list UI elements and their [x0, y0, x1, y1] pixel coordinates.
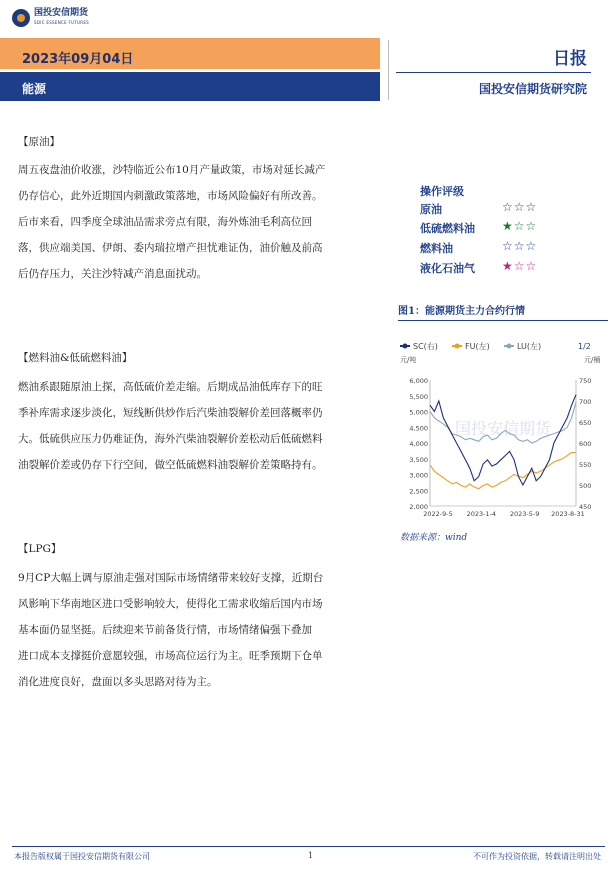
- right-tick-label: 700: [579, 398, 592, 406]
- x-tick-label: 2023-5-9: [509, 510, 540, 518]
- body-line: 大。低硫供应压力仍难证伪，海外汽柴油裂解价差松动后低硫燃料: [18, 433, 323, 445]
- section-title-fuel-oil: 【燃料油&低硫燃料油】: [18, 352, 133, 364]
- report-type: 日报: [553, 49, 587, 69]
- header-rule: [396, 72, 591, 73]
- section-body-crude: [18, 157, 368, 287]
- report-date: 2023年09月04日: [22, 52, 134, 67]
- empty-star-icon: ☆: [513, 239, 526, 253]
- body-line: 基本面仍显坚挺。后续迎来节前备货行情，市场情绪偏强下叠加: [18, 624, 312, 636]
- left-axis-unit: 元/吨: [400, 356, 417, 364]
- empty-star-icon: ☆: [513, 259, 526, 273]
- left-tick-label: 5,000: [409, 408, 428, 417]
- rating-stars-icon: [502, 259, 537, 273]
- logo-mark-icon: [12, 9, 30, 27]
- section-title-lpg: 【LPG】: [18, 543, 62, 555]
- empty-star-icon: ☆: [513, 200, 526, 214]
- sector-title: 能源: [22, 82, 47, 96]
- rating-row: [420, 201, 570, 220]
- body-line: 油裂解价差或仍存下行空间，做空低硫燃料油裂解价差策略持有。: [18, 459, 323, 471]
- figure-title: 图1：能源期货主力合约行情: [398, 306, 525, 317]
- body-line: 9月CP大幅上调与原油走强对国际市场情绪带来较好支撑，近期台: [18, 572, 324, 584]
- x-tick-label: 2023-8-31: [551, 510, 585, 518]
- footer-copyright: 本报告版权属于国投安信期货有限公司: [14, 852, 150, 861]
- body-line: 燃油系跟随原油上探，高低硫价差走缩。后期成品油低库存下的旺: [18, 381, 323, 393]
- right-tick-label: 550: [579, 461, 592, 469]
- body-line: 进口成本支撑挺价意愿较强，市场高位运行为主。旺季预期下仓单: [18, 650, 323, 662]
- body-line: 风影响下华南地区进口受影响较大，使得化工需求收缩后国内市场: [18, 598, 323, 610]
- logo-name: 国投安信期货: [34, 8, 89, 18]
- right-axis-unit: 元/桶: [584, 356, 601, 364]
- section-title-crude: 【原油】: [18, 136, 60, 148]
- empty-star-icon: ☆: [525, 200, 538, 214]
- price-chart: [398, 330, 608, 522]
- sector-banner: [0, 72, 380, 101]
- left-tick-label: 3,000: [409, 471, 428, 480]
- series-line-sc: [430, 395, 576, 485]
- chart-watermark: 国投安信期货: [454, 419, 552, 438]
- left-tick-label: 4,000: [409, 440, 428, 448]
- figure-rule: [398, 320, 608, 321]
- x-tick-label: 2022-9-5: [423, 510, 453, 518]
- rating-stars-icon: [502, 200, 537, 214]
- section-body-fuel-oil: [18, 374, 368, 478]
- body-line: 周五夜盘油价收涨，沙特临近公布10月产量政策，市场对延长减产: [18, 164, 326, 176]
- empty-star-icon: ☆: [502, 239, 514, 253]
- rating-stars-icon: [502, 239, 537, 253]
- institute-name: 国投安信期货研究院: [478, 82, 587, 96]
- legend-label: LU(左): [517, 342, 542, 351]
- body-line: 落，供应端美国、伊朗、委内瑞拉增产担忧难证伪，油价触及前高: [18, 242, 323, 254]
- page-number: 1: [308, 851, 314, 860]
- rating-row: [420, 260, 570, 279]
- footer-disclaimer: 不可作为投资依据，转载请注明出处: [473, 852, 601, 861]
- body-line: 后市来看，四季度全球油品需求旁点有限，海外炼油毛利高位回: [18, 216, 312, 228]
- rating-name: 燃料油: [420, 242, 453, 255]
- body-line: 仍存信心，此外近期国内刺激政策落地，市场风险偏好有所改善。: [18, 190, 323, 202]
- empty-star-icon: ☆: [502, 200, 514, 214]
- rating-name: 低硫燃料油: [420, 222, 475, 235]
- left-tick-label: 6,000: [409, 377, 428, 385]
- left-tick-label: 2,000: [409, 503, 428, 511]
- right-tick-label: 750: [579, 377, 592, 385]
- header-divider: [388, 40, 389, 100]
- right-tick-label: 650: [579, 419, 592, 427]
- footer-rule: [12, 846, 605, 847]
- legend-marker: [455, 344, 460, 349]
- filled-star-icon: ★: [502, 219, 514, 233]
- rating-row: [420, 240, 570, 259]
- body-line: 季补库需求逐步淡化，短线断供炒作后汽柴油裂解价差回落概率仍: [18, 407, 323, 419]
- filled-star-icon: ★: [502, 259, 514, 273]
- legend-marker: [403, 344, 408, 349]
- empty-star-icon: ☆: [525, 219, 538, 233]
- company-logo: [12, 9, 89, 27]
- section-body-lpg: [18, 565, 368, 695]
- left-tick-label: 5,500: [409, 392, 428, 401]
- right-tick-label: 450: [579, 503, 592, 511]
- body-line: 消化进度良好，盘面以多头思路对待为主。: [18, 676, 218, 688]
- legend-marker: [507, 344, 512, 349]
- rating-name: 液化石油气: [420, 262, 475, 275]
- legend-page: 1/2: [578, 342, 591, 351]
- empty-star-icon: ☆: [525, 239, 538, 253]
- logo-english: SDIC ESSENCE FUTURES: [34, 20, 90, 25]
- right-tick-label: 500: [579, 482, 592, 490]
- rating-row: [420, 220, 570, 239]
- empty-star-icon: ☆: [525, 259, 538, 273]
- price-chart-svg: [398, 330, 608, 522]
- left-tick-label: 4,500: [409, 424, 428, 433]
- body-line: 后仍存压力，关注沙特减产消息面扰动。: [18, 268, 207, 280]
- x-tick-label: 2023-1-4: [466, 510, 497, 518]
- left-tick-label: 3,500: [409, 455, 428, 464]
- right-tick-label: 600: [579, 440, 592, 448]
- empty-star-icon: ☆: [513, 219, 526, 233]
- rating-stars-icon: [502, 219, 537, 233]
- legend-label: FU(左): [465, 342, 490, 351]
- left-tick-label: 2,500: [409, 487, 428, 496]
- data-source: 数据来源：wind: [400, 533, 468, 543]
- legend-label: SC(右): [413, 342, 438, 351]
- rating-name: 原油: [420, 203, 442, 216]
- rating-title: 操作评级: [420, 185, 464, 198]
